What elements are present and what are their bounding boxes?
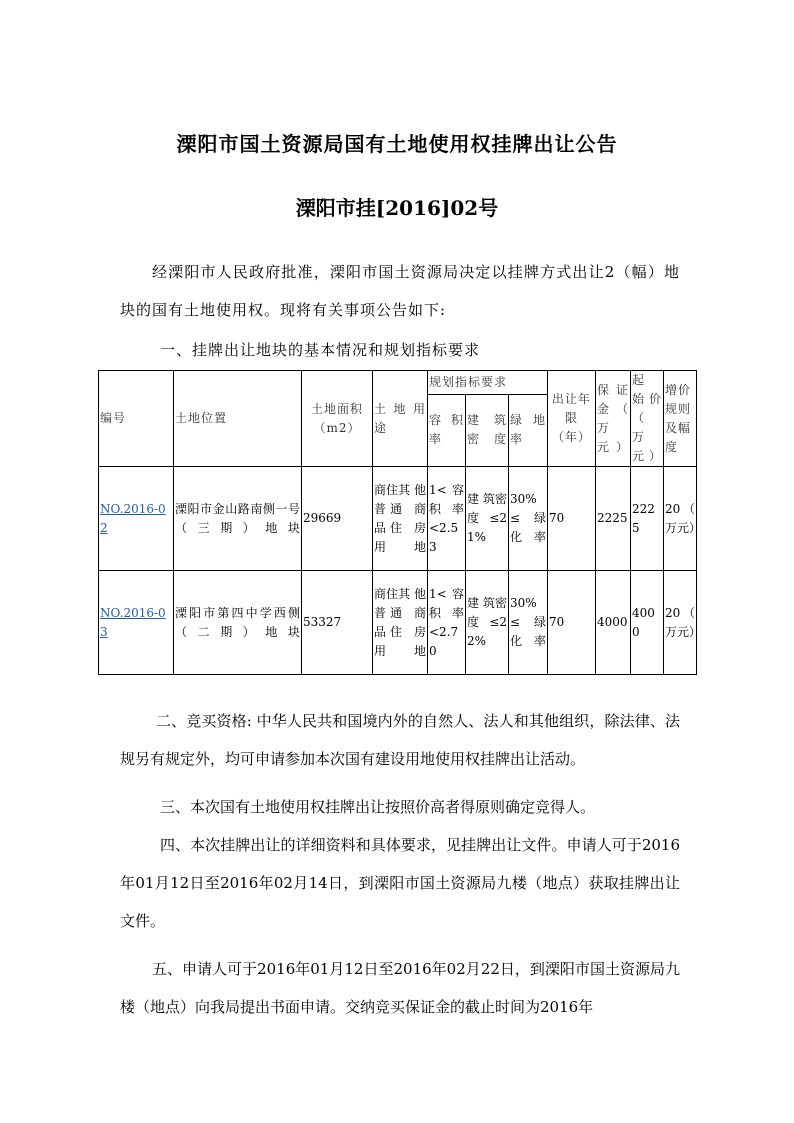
cell-deposit: 4000 <box>596 571 631 675</box>
cell-number[interactable] <box>99 571 174 675</box>
parcel-link[interactable]: NO.2016-02 <box>100 501 166 535</box>
cell-area: 29669 <box>302 467 373 571</box>
cell-usage: 商住其 他 普通 商 品住 房 用地 <box>373 571 428 675</box>
header-deposit: 保 证金（ 万元） <box>596 371 631 467</box>
cell-green: 30%≤绿 化率 <box>509 467 548 571</box>
header-far: 容 积率 <box>428 394 466 466</box>
header-density: 建 筑密度 <box>466 394 509 466</box>
table-row <box>99 467 697 571</box>
page-title: 溧阳市国土资源局国有土地使用权挂牌出让公告 <box>176 132 618 156</box>
cell-start-price: 2225 <box>631 467 664 571</box>
table-row <box>99 571 697 675</box>
cell-deposit: 2225 <box>596 467 631 571</box>
cell-term: 70 <box>548 467 596 571</box>
header-increment: 增价规则及幅度 <box>664 371 697 467</box>
cell-start-price: 4000 <box>631 571 664 675</box>
section3-paragraph: 三、本次国有土地使用权挂牌出让按照价高者得原则确定竞得人。 <box>160 798 596 816</box>
section1-heading: 一、挂牌出让地块的基本情况和规划指标要求 <box>160 341 481 359</box>
cell-term: 70 <box>548 571 596 675</box>
cell-green: 30%≤绿 化率 <box>509 571 548 675</box>
header-area: 土地面积（m2） <box>302 371 373 467</box>
section4-paragraph: 四、本次挂牌出让的详细资料和具体要求，见挂牌出让文件。申请人可于2016年01月12日至2016年02月14日，到溧阳市国土资源局九楼（地点）获取挂牌出让文件。 <box>120 836 680 930</box>
land-parcel-table <box>98 370 702 675</box>
section2-paragraph: 二、竞买资格: 中华人民共和国境内外的自然人、法人和其他组织，除法律、法规另有规定外，均可申请参加本次国有建设用地使用权挂牌出让活动。 <box>120 712 680 768</box>
cell-far: 1< 容积 率<2.53 <box>428 467 466 571</box>
header-start-price: 起 始价（ 万元） <box>631 371 664 467</box>
cell-far: 1< 容积 率<2.70 <box>428 571 466 675</box>
header-location: 土地位置 <box>174 371 302 467</box>
document-number: 溧阳市挂[2016]02号 <box>295 196 499 220</box>
header-usage: 土 地 用途 <box>373 371 428 467</box>
cell-number[interactable] <box>99 467 174 571</box>
cell-area: 53327 <box>302 571 373 675</box>
header-term: 出让年限（年） <box>548 371 596 467</box>
intro-paragraph: 经溧阳市人民政府批准，溧阳市国土资源局决定以挂牌方式出让2（幅）地块的国有土地使用权。现将有关事项公告如下: <box>120 263 680 319</box>
header-green: 绿 地率 <box>509 394 548 466</box>
cell-location: 溧阳市金山路南侧一号（三期）地块 <box>174 467 302 571</box>
header-number: 编号 <box>99 371 174 467</box>
parcel-link[interactable]: NO.2016-03 <box>100 605 166 639</box>
header-planning: 规划指标要求 <box>428 371 548 395</box>
cell-usage: 商住其 他 普通 商 品住 房 用地 <box>373 467 428 571</box>
cell-increment: 20（ 万元） <box>664 467 697 571</box>
cell-location: 溧阳市第四中学西侧（二期）地块 <box>174 571 302 675</box>
cell-density: 建 筑密 度≤22% <box>466 571 509 675</box>
section5-paragraph: 五、申请人可于2016年01月12日至2016年02月22日，到溧阳市国土资源局九楼（地点）向我局提出书面申请。交纳竞买保证金的截止时间为2016年 <box>120 960 680 1016</box>
cell-increment: 20（ 万元） <box>664 571 697 675</box>
cell-density: 建 筑密 度≤21% <box>466 467 509 571</box>
